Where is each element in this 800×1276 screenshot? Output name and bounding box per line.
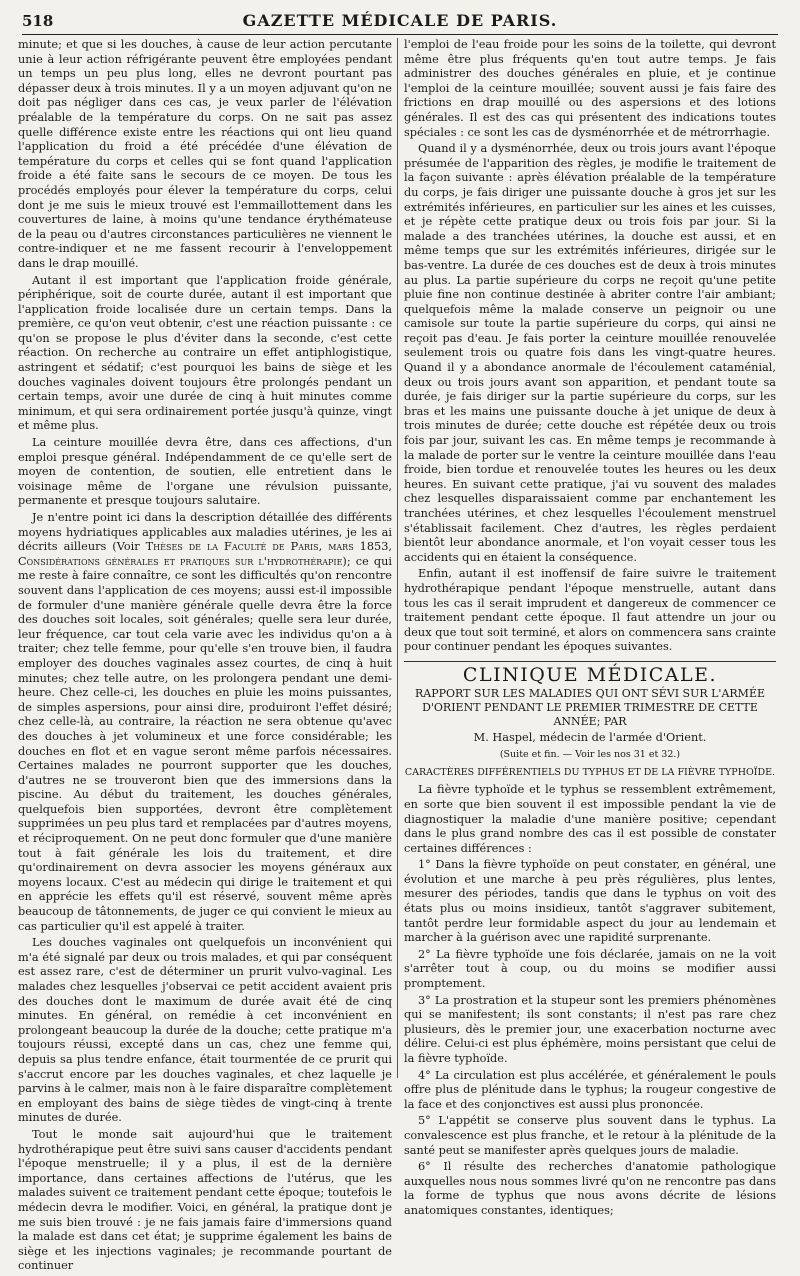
subsection-title: CARACTÈRES DIFFÉRENTIELS DU TYPHUS ET DE LA FIÈVRE TYPHOÏDE. (404, 766, 776, 778)
list-item: 2° La fièvre typhoïde une fois déclarée, jamais on ne la voit s'arrêter tout à coup, ou du moins se modifier aussi promptement. (404, 947, 776, 991)
paragraph: Les douches vaginales ont quelquefois un inconvénient qui m'a été signalé par deux ou trois malades, et qui par conséquent est assez rare, c'est de déterminer un prurit vulvo-vaginal. Les malades chez lesquelles j'observai ce petit accident avaient pris des douches dont le maximum de durée avait été de cinq minutes. En général, on remédie à cet inconvénient en prolongeant beaucoup la durée de la douche; cette pratique m'a toujours réussi, excepté dans un cas, chez une femme qui, depuis sa plus tendre enfance, était tourmentée de ce prurit qui s'accrut encore par les douches vaginales, et chez laquelle je parvins à le calmer, mais non à le faire disparaître complètement en employant des bains de siège tièdes de vingt-cinq à trente minutes de durée. (18, 936, 392, 1125)
page-number: 518 (22, 12, 54, 30)
left-column (18, 38, 392, 1276)
paragraph (18, 511, 392, 934)
page-header (22, 8, 778, 35)
paragraph: La ceinture mouillée devra être, dans ces affections, d'un emploi presque général. Indépendamment de ce qu'elle sert de moyen de contention, de soutien, elle entretient dans le voisinage même de l'organe une révulsion puissante, permanente et presque toujours salutaire. (18, 436, 392, 508)
paragraph: Enfin, autant il est inoffensif de faire suivre le traitement hydrothérapique pendant l'époque menstruelle, autant dans tous les cas il serait imprudent et dangereux de commencer ce traitement pendant cette époque. Il faut attendre un jour ou deux que tout soit terminé, et alors on commencera sans crainte pour continuer pendant les époques suivantes. (404, 567, 776, 654)
paragraph: La fièvre typhoïde et le typhus se ressemblent extrêmement, en sorte que bien souvent il est impossible pendant la vie de diagnostiquer la maladie d'une manière positive; cependant dans le plus grand nombre des cas il est possible de constater certaines différences : (404, 783, 776, 855)
continuation-note: (Suite et fin. — Voir les nos 31 et 32.) (499, 749, 681, 761)
paragraph: Autant il est important que l'application froide générale, périphérique, soit de courte durée, autant il est important que l'application froide localisée dure un certain temps. Dans la première, ce qu'on veut obtenir, c'est une réaction puissante : ce qu'on se propose le plus d'éviter dans la seconde, c'est cette réaction. On recherche au contraire un effet antiphlogistique, astringent et sédatif; c'est pourquoi les bains de siège et les douches vaginales doivent toujours être prolongés pendant un certain temps, avoir une durée de cinq à huit minutes comme minimum, et qui sera ordinairement portée jusqu'à quinze, vingt et même plus. (18, 273, 392, 433)
citation-smallcaps: Thèses de la Faculté de Paris, mars 1853, Considérations générales et pratiques sur l'hydrothérapie (18, 540, 392, 568)
right-column (404, 38, 776, 1221)
journal-title: GAZETTE MÉDICALE DE PARIS. (242, 11, 558, 30)
paragraph-text: Je n'entre point ici dans la description détaillée des différents moyens hydriatiques applicables aux maladies utérines, je les ai décrits ailleurs (Voir (18, 511, 392, 554)
paragraph: Quand il y a dysménorrhée, deux ou trois jours avant l'époque présumée de l'apparition des règles, je modifie le traitement de la façon suivante : après élévation préalable de la température du corps, je fais diriger une puissante douche à gros jet sur les extrémités inférieures, en particulier sur les aines et les cuisses, et je répète cette pratique deux ou trois fois par jour. Si la malade a des tranchées utérines, la douche est aussi, et en même temps que sur les extrémités inférieures, dirigée sur le bas-ventre. La durée de ces douches est de deux à trois minutes au plus. La partie supérieure du corps ne reçoit qu'une petite pluie fine non continue destinée à abriter contre l'air ambiant; quelquefois même la malade conserve un peignoir ou une camisole sur toute la partie supérieure du corps, qui ainsi ne reçoit pas d'eau. Je fais porter la ceinture mouillée renouvelée seulement trois ou quatre fois dans les vingt-quatre heures. Quand il y a abondance anormale de l'écoulement cataménial, deux ou trois jours avant son apparition, et pendant toute sa durée, je fais diriger sur la partie supérieure du corps, sur les bras et les mains une puissante douche à jet unique de deux à trois minutes de durée; cette douche est répétée deux ou trois fois par jour, suivant les cas. En même temps je recommande à la malade de porter sur le ventre la ceinture mouillée dans l'eau froide, bien tordue et renouvelée toutes les heures ou les deux heures. En suivant cette pratique, j'ai vu souvent des malades chez lesquelles disparaissaient comme par enchantement les tranchées utérines, et chez lesquelles l'écoulement menstruel s'établissait facilement. Chez d'autres, les règles perdaient bientôt leur abondance anormale, et l'on voyait cesser tous les accidents qui en étaient la conséquence. (404, 142, 776, 564)
paragraph: minute; et que si les douches, à cause de leur action percutante unie à leur action réfrigérante peuvent être employées pendant un temps un peu plus long, elles ne devront pourtant pas dépasser deux à trois minutes. Il y a un moyen adjuvant qu'on ne doit pas négliger dans ces cas, je veux parler de l'élévation préalable de la température du corps. On ne sait pas assez quelle différence existe entre les réactions qui ont lieu quand l'application du froid a été précédée d'une élévation de température du corps et celles qui se font quand l'application froide a été faite sans le secours de ce moyen. De tous les procédés employés pour élever la température du corps, celui dont je me suis le mieux trouvé est l'emmaillottement dans les couvertures de laine, à moins qu'une tendance érythémateuse de la peau ou d'autres circonstances particulières ne viennent le contre-indiquer et ne me fassent recourir à l'enveloppement dans le drap mouillé. (18, 38, 392, 270)
author-line: M. Haspel, médecin de l'armée d'Orient. (473, 730, 707, 744)
list-item: 5° L'appétit se conserve plus souvent dans le typhus. La convalescence est plus franche, et le retour à la plénitude de la santé peut se manifester après quelques jours de maladie. (404, 1114, 776, 1157)
list-item: 3° La prostration et la stupeur sont les premiers phénomènes qui se manifestent; ils sont constants; il n'est pas rare chez plusieurs, dès le premier jour, une exacerbation nocturne avec délire. Celui-ci est plus éphémère, moins persistant que celui de la fièvre typhoïde. (404, 993, 776, 1065)
list-item: 4° La circulation est plus accélérée, et généralement le pouls offre plus de plénitude dans le typhus; la rougeur congestive de la face et des conjonctives est aussi plus prononcée. (404, 1068, 776, 1111)
column-divider (397, 38, 398, 1078)
paragraph: Tout le monde sait aujourd'hui que le traitement hydrothérapique peut être suivi sans causer d'accidents pendant l'époque menstruelle; il y a plus, il est de la dernière importance, dans certaines affections de l'utérus, que les malades suivent ce traitement pendant cette époque; toutefois le médecin devra le modifier. Voici, en général, la pratique dont je me suis bien trouvé : je ne fais jamais faire d'immersions quand la malade est dans cet état; je supprime également les bains de siège et les injections vaginales; je recommande pourtant de continuer (18, 1127, 392, 1273)
list-item: 6° Il résulte des recherches d'anatomie pathologique auxquelles nous nous sommes livré qu'on ne rencontre pas dans la forme de typhus que nous avons décrite de lésions anatomiques constantes, identiques; (404, 1160, 776, 1217)
list-item: 1° Dans la fièvre typhoïde on peut constater, en général, une évolution et une marche à peu près régulières, plus lentes, mesurer des périodes, tandis que dans le typhus on voit des états plus ou moins insidieux, tantôt s'aggraver subitement, tantôt perdre leur formidable aspect du jour au lendemain et marcher à la guérison avec une rapidité surprenante. (404, 858, 776, 945)
paragraph-text: ); ce qui me reste à faire connaître, ce sont les difficultés qu'on rencontre souvent dans l'application de ces moyens; aussi est-il impossible de formuler d'une manière générale quelle devra être la force des douches soit locales, soit générales; quelle sera leur durée, leur fréquence, car tout cela varie avec les individus qu'on a à traiter; chez telle femme, pour qu'elle s'en trouve bien, il faudra employer des douches vaginales assez courtes, de cinq à huit minutes; chez telle autre, on les prolongera pendant une demi-heure. Chez celle-ci, les douches en pluie les moins puissantes, de simples aspersions, pour ainsi dire, produiront l'effet désiré; chez celle-là, au contraire, la réaction ne sera obtenue qu'avec des douches à jet volumineux et une force considérable; les douches en flot et en vague seront même parfois nécessaires. Certaines malades ne pourront supporter que les douches, d'autres ne se trouveront bien que des immersions dans la piscine. Au début du traitement, les douches générales, quelquefois bien supportées, devront être complètement supprimées un peu plus tard et remplacées par d'autres moyens, et réciproquement. On ne peut donc formuler que d'une manière tout à fait générale les lois du traitement, et dire qu'ordinairement on devra associer les moyens généraux aux moyens locaux. C'est au médecin qui dirige le traitement et qui en apprécie les effets qu'il est réservé, souvent même après beaucoup de tâtonnements, de juger ce qui convient le mieux au cas particulier qu'il est appelé à traiter. (18, 554, 392, 933)
section-title: CLINIQUE MÉDICALE. (462, 663, 718, 686)
paragraph: l'emploi de l'eau froide pour les soins de la toilette, qui devront même être plus fréquents qu'en tout autre temps. Je fais administrer des douches générales en pluie, et je continue l'emploi de la ceinture mouillée; souvent aussi je fais faire des frictions en drap mouillé ou des aspersions et des lotions générales. Il est des cas qui présentent des indications toutes spéciales : ce sont les cas de dysménorrhée et de métrorrhagie. (404, 38, 776, 139)
section-rule (404, 661, 776, 662)
report-title: RAPPORT SUR LES MALADIES QUI ONT SÉVI SUR L'ARMÉE D'ORIENT PENDANT LE PREMIER TRIMESTRE DE CETTE ANNÉE; PAR (414, 686, 766, 728)
